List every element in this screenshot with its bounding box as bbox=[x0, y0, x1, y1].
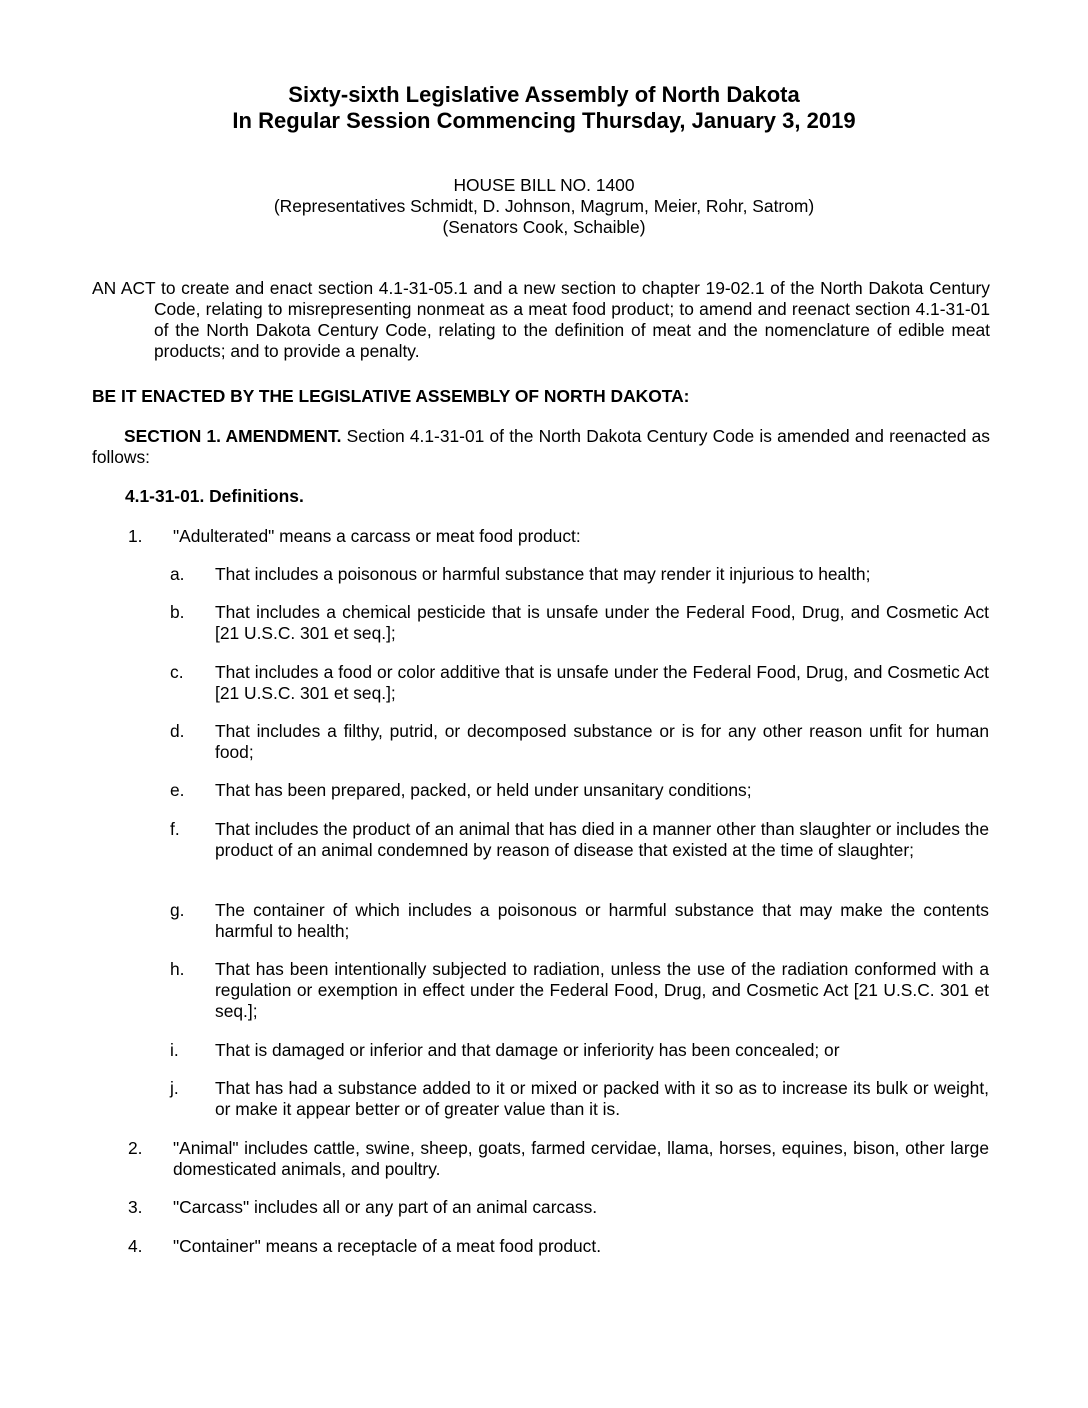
definitions-heading: 4.1-31-01. Definitions. bbox=[125, 486, 304, 506]
subitem-letter: j. bbox=[170, 1078, 179, 1098]
document-title-line2: In Regular Session Commencing Thursday, January 3, 2019 bbox=[232, 108, 856, 133]
definition-number: 1. bbox=[128, 526, 143, 546]
bill-number: HOUSE BILL NO. 1400 bbox=[453, 175, 635, 195]
subitem-text: That has had a substance added to it or mixed or packed with it so as to increase its bulk or weight, or make it appear better or of greater value than it is. bbox=[215, 1078, 989, 1119]
document-title-line1: Sixty-sixth Legislative Assembly of North Dakota bbox=[288, 82, 800, 107]
subitem-text: That includes a filthy, putrid, or decomposed substance or is for any other reason unfit for human food; bbox=[215, 721, 989, 762]
definition-number: 2. bbox=[128, 1138, 143, 1158]
subitem-text: That includes a food or color additive that is unsafe under the Federal Food, Drug, and Cosmetic Act [21 U.S.C. 301 et seq.]; bbox=[215, 662, 989, 703]
definition-text: "Carcass" includes all or any part of an animal carcass. bbox=[173, 1197, 598, 1217]
subitem-letter: g. bbox=[170, 900, 185, 920]
subitem-text: That includes a poisonous or harmful substance that may render it injurious to health; bbox=[215, 564, 871, 584]
subitem-text: That has been prepared, packed, or held under unsanitary conditions; bbox=[215, 780, 752, 800]
subitem-letter: h. bbox=[170, 959, 185, 979]
subitem-text: That includes a chemical pesticide that is unsafe under the Federal Food, Drug, and Cosmetic Act [21 U.S.C. 301 et seq.]; bbox=[215, 602, 989, 643]
subitem-letter: a. bbox=[170, 564, 185, 584]
definition-number: 3. bbox=[128, 1197, 143, 1217]
subitem-text: That includes the product of an animal that has died in a manner other than slaughter or includes the product of an animal condemned by reason of disease that existed at the time of slaughter; bbox=[215, 819, 989, 860]
section-1-paragraph bbox=[92, 426, 990, 468]
subitem-text: The container of which includes a poisonous or harmful substance that may make the contents harmful to health; bbox=[215, 900, 989, 941]
definition-text: "Adulterated" means a carcass or meat food product: bbox=[173, 526, 581, 546]
subitem-letter: b. bbox=[170, 602, 185, 622]
definition-text: "Animal" includes cattle, swine, sheep, goats, farmed cervidae, llama, horses, equines, bison, other large domesticated animals, and poultry. bbox=[173, 1138, 989, 1179]
act-title-paragraph: AN ACT to create and enact section 4.1-31-05.1 and a new section to chapter 19-02.1 of the North Dakota Century Code, relating to misrepresenting nonmeat as a meat food product; to amend and reenact section 4.1-31-01 of the North Dakota Century Code, relating to the definition of meat and the nomenclature of edible meat products; and to provide a penalty. bbox=[92, 278, 990, 361]
subitem-letter: d. bbox=[170, 721, 185, 741]
subitem-letter: e. bbox=[170, 780, 185, 800]
definition-number: 4. bbox=[128, 1236, 143, 1256]
definition-text: "Container" means a receptacle of a meat food product. bbox=[173, 1236, 602, 1256]
bill-representatives: (Representatives Schmidt, D. Johnson, Magrum, Meier, Rohr, Satrom) bbox=[273, 196, 815, 216]
subitem-letter: f. bbox=[170, 819, 180, 839]
bill-senators: (Senators Cook, Schaible) bbox=[442, 217, 646, 237]
subitem-letter: c. bbox=[170, 662, 184, 682]
subitem-text: That has been intentionally subjected to radiation, unless the use of the radiation conformed with a regulation or exemption in effect under the Federal Food, Drug, and Cosmetic Act [21 U.S.C. 301 et seq.]; bbox=[215, 959, 989, 1021]
enacting-clause: BE IT ENACTED BY THE LEGISLATIVE ASSEMBLY OF NORTH DAKOTA: bbox=[92, 386, 690, 406]
section-1-label: SECTION 1. AMENDMENT. bbox=[124, 426, 342, 446]
subitem-text: That is damaged or inferior and that damage or inferiority has been concealed; or bbox=[215, 1040, 840, 1060]
subitem-letter: i. bbox=[170, 1040, 179, 1060]
section-1-text: Section 4.1-31-01 of the North Dakota Century Code is amended and reenacted as follows: bbox=[92, 426, 990, 467]
